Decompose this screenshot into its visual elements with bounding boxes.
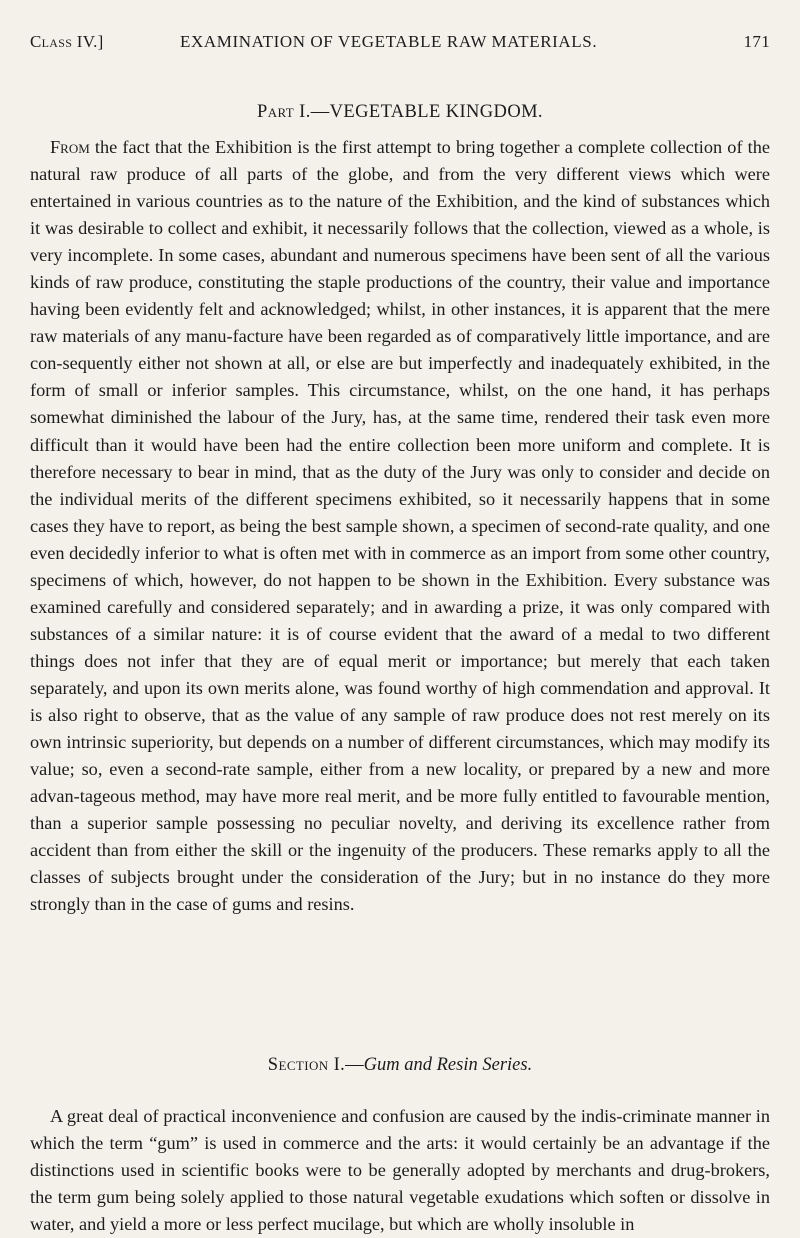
section-name: Gum and Resin Series.	[363, 1055, 533, 1075]
running-head	[30, 32, 770, 56]
part-title	[30, 102, 770, 123]
part-label: Part I.	[257, 102, 311, 122]
chapter-heading: EXAMINATION OF VEGETABLE RAW MATERIALS.	[180, 32, 598, 51]
paragraph-intro-body: the fact that the Exhibition is the first attempt to bring together a complete collection of the natural raw produce of all parts of the globe, and from the very different views which were entertained in various countries as to the nature of the Exhibition, and the kind of substances which it was desirable to collect and exhibit, it necessarily follows that the collection, viewed as a whole, is very incomplete. In some cases, abundant and numerous specimens have been sent of all the various kinds of raw produce, constituting the staple productions of the country, their value and importance having been evidently felt and acknowledged; whilst, in other instances, it is apparent that the mere raw materials of any manu-facture have been regarded as of comparatively little importance, and are con-sequently either not shown at all, or else are but imperfectly and inadequately exhibited, in the form of small or inferior samples. This circumstance, whilst, on the one hand, it has perhaps somewhat diminished the labour of the Jury, has, at the same time, rendered their task even more difficult than it would have been had the entire collection been more uniform and complete. It is therefore necessary to bear in mind, that as the duty of the Jury was only to consider and decide on the individual merits of the different specimens exhibited, so it necessarily happens that in some cases they have to report, as being the best sample shown, a specimen of second-rate quality, and one even decidedly inferior to what is often met with in commerce as an import from some other country, specimens of which, however, do not happen to be shown in the Exhibition. Every substance was examined carefully and considered separately; and in awarding a prize, it was only compared with substances of a similar nature: it is of course evident that the award of a medal to two different things does not infer that they are of equal merit or importance; but merely that each taken separately, and upon its own merits alone, was found worthy of high commendation and approval. It is also right to observe, that as the value of any sample of raw produce does not rest merely on its own intrinsic superiority, but depends on a number of different circumstances, which may modify its value; so, even a second-rate sample, either from a new locality, or prepared by a new and more advan-tageous method, may have more real merit, and be more fully entitled to favourable mention, than a superior sample possessing no peculiar novelty, and deriving its excellence rather from accident than from either the skill or the ingenuity of the producers. These remarks apply to all the classes of subjects brought under the consideration of the Jury; but in no instance do they more strongly than in the case of gums and resins.	[30, 137, 770, 915]
book-page	[30, 0, 770, 1236]
section-label: Section I.	[267, 1055, 346, 1075]
section-dash: —	[345, 1055, 364, 1075]
page-number: 171	[743, 32, 770, 51]
class-label: Class IV.]	[30, 32, 104, 51]
paragraph-gum-text: A great deal of practical inconvenience and confusion are caused by the indis-criminate manner in which the term “gum” is used in commerce and the arts: it would certainly be an advantage if the distinctions used in scientific books were to be generally adopted by merchants and drug-brokers, the term gum being solely applied to those natural vegetable exudations which soften or dissolve in water, and yield a more or less perfect mucilage, but which are wholly insoluble in	[30, 1106, 770, 1235]
paragraph-intro	[30, 134, 770, 918]
paragraph-intro-text	[30, 134, 770, 918]
paragraph-lead-word: From	[50, 137, 90, 157]
part-name: —VEGETABLE KINGDOM.	[310, 102, 543, 122]
section-title	[30, 1055, 770, 1076]
paragraph-gum	[30, 1103, 770, 1238]
